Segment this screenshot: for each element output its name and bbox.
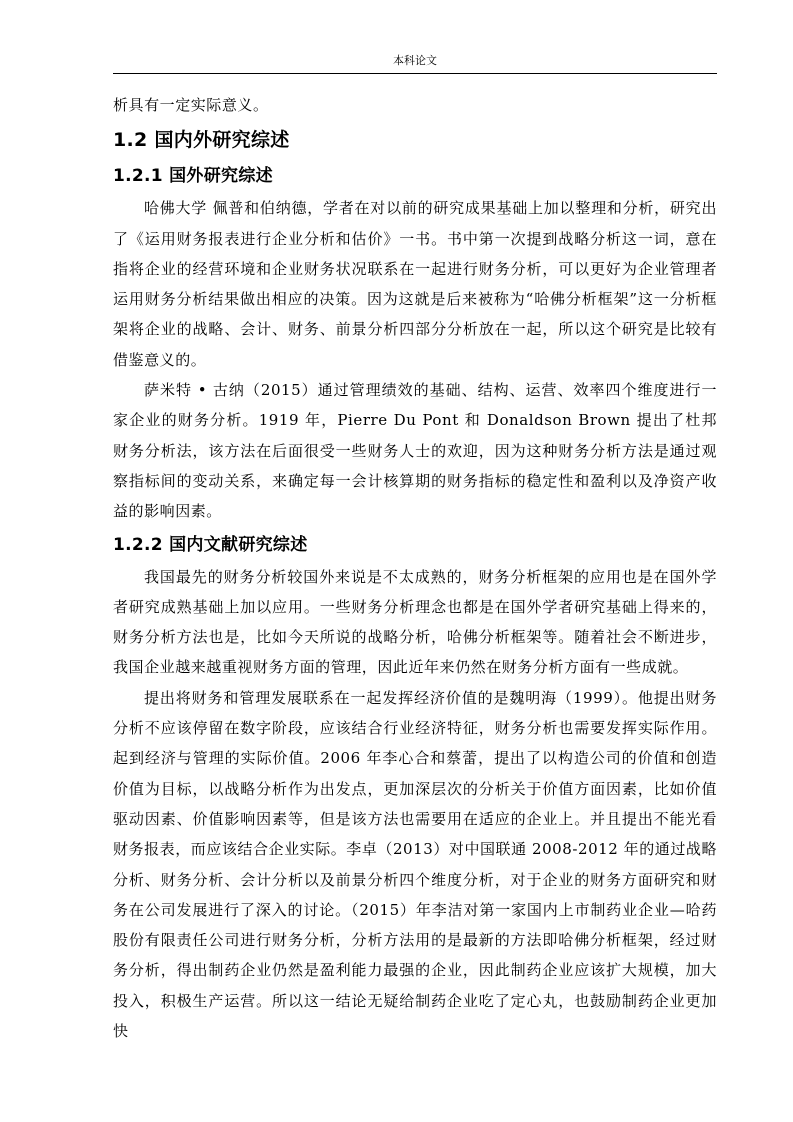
running-header: 本科论文 <box>393 54 437 67</box>
page-body <box>113 90 717 1046</box>
subsection-heading-domestic: 1.2.2 国内文献研究综述 <box>113 534 308 555</box>
paragraph: 哈佛大学 佩普和伯纳德，学者在对以前的研究成果基础上加以整理和分析，研究出了《运用财务报表进行企业分析和估价》一书。书中第一次提到战略分析这一词，意在指将企业的经营环境和企业财务状况联系在一起进行财务分析，可以更好为企业管理者运用财务分析结果做出相应的决策。因为这就是后来被称为“哈佛分析框架”这一分析框架将企业的战略、会计、财务、前景分析四部分分析放在一起，所以这个研究是比较有借鉴意义的。 <box>113 199 717 369</box>
paragraph: 我国最先的财务分析较国外来说是不太成熟的，财务分析框架的应用也是在国外学者研究成熟基础上加以应用。一些财务分析理念也都是在国外学者研究基础上得来的，财务分析方法也是，比如今天所说的战略分析，哈佛分析框架等。随着社会不断进步，我国企业越来越重视财务方面的管理，因此近年来仍然在财务分析方面有一些成就。 <box>113 567 717 677</box>
header-rule <box>113 73 717 74</box>
continued-paragraph: 析具有一定实际意义。 <box>113 96 269 114</box>
subsection-heading-foreign: 1.2.1 国外研究综述 <box>113 166 273 187</box>
paragraph: 萨米特 • 古纳（2015）通过管理绩效的基础、结构、运营、效率四个维度进行一家企业的财务分析。1919 年，Pierre Du Pont 和 Donaldson Brown 提出了杜邦财务分析法，该方法在后面很受一些财务人士的欢迎，因为这种财务分析方法是通过观察指标间的变动关系，来确定每一会计核算期的财务指标的稳定性和盈利以及净资产收益的影响因素。 <box>113 381 717 521</box>
section-heading: 1.2 国内外研究综述 <box>113 129 290 152</box>
paragraph: 提出将财务和管理发展联系在一起发挥经济价值的是魏明海（1999）。他提出财务分析不应该停留在数字阶段，应该结合行业经济特征，财务分析也需要发挥实际作用。起到经济与管理的实际价值。2006 年李心合和蔡蕾，提出了以构造公司的价值和创造价值为目标，以战略分析作为出发点，更加深层次的分析关于价值方面因素，比如价值驱动因素、价值影响因素等，但是该方法也需要用在适应的企业上。并且提出不能光看财务报表，而应该结合企业实际。李卓（2013）对中国联通 2008-2012 年的通过战略分析、财务分析、会计分析以及前景分析四个维度分析，对于企业的财务方面研究和财务在公司发展进行了深入的讨论。（2015）年李洁对第一家国内上市制药业企业—哈药股份有限责任公司进行财务分析，分析方法用的是最新的方法即哈佛分析框架，经过财务分析，得出制药企业仍然是盈利能力最强的企业，因此制药企业应该扩大规模，加大投入，积极生产运营。所以这一结论无疑给制药企业吃了定心丸，也鼓励制药企业更加快 <box>113 688 717 1041</box>
